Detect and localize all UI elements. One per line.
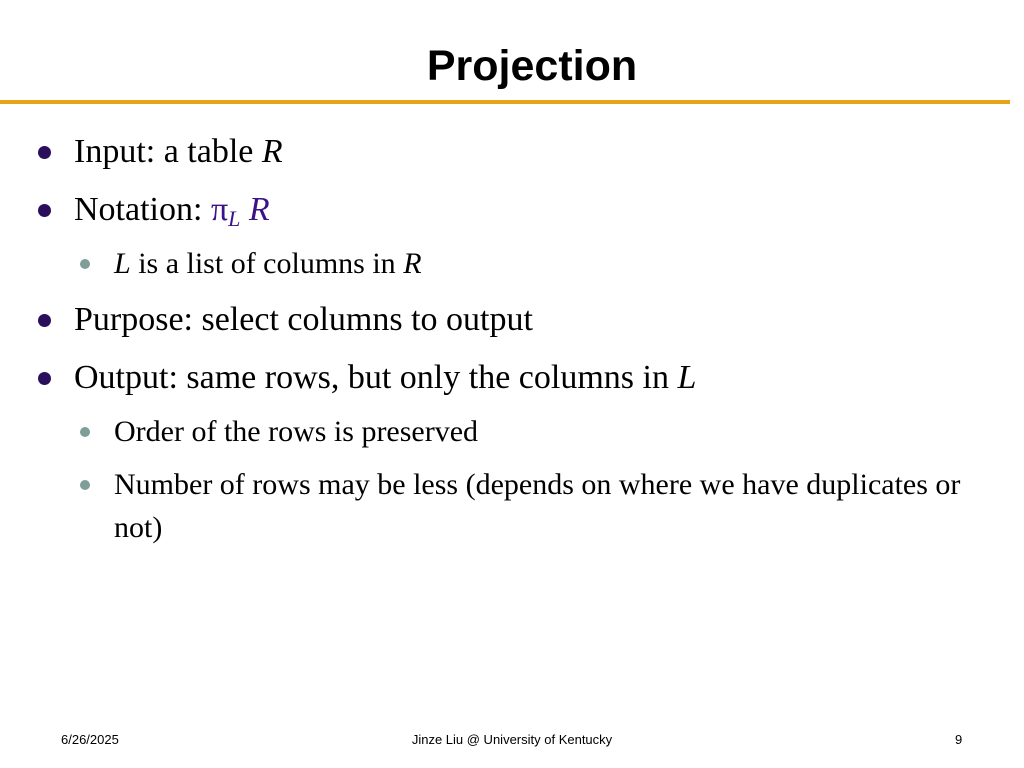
footer-author: Jinze Liu @ University of Kentucky (411, 732, 613, 747)
sub-bullet-list-text: is a list of columns in (130, 247, 404, 280)
bullet-purpose-text: Purpose: select columns to output (74, 301, 533, 338)
notation-var: R (240, 191, 270, 228)
sub-bullet-dot (80, 259, 90, 269)
bullet-output-var: L (677, 359, 697, 396)
sub-bullet-number-text: Number of rows may be less (depends on where we have duplicates or not) (114, 468, 961, 544)
notation-symbol: π (210, 191, 229, 228)
bullet-purpose (74, 300, 533, 340)
sub-bullet-list-var: L (114, 247, 131, 280)
bullet-output (74, 358, 696, 398)
bullet-input-text: Input: a table (74, 133, 262, 170)
notation-subscript: L (228, 206, 241, 231)
sub-bullet-list-var2: R (403, 247, 422, 280)
bullet-input-var: R (261, 133, 283, 170)
bullet-dot (38, 204, 51, 217)
slide-title: Projection (426, 42, 638, 90)
bullet-notation (74, 190, 270, 239)
footer-page-number: 9 (955, 732, 963, 747)
bullet-dot (38, 372, 51, 385)
sub-bullet-dot (80, 480, 90, 490)
bullet-dot (38, 314, 51, 327)
sub-bullet-number (114, 463, 994, 549)
bullet-output-text: Output: same rows, but only the columns in (74, 359, 678, 396)
bullet-input (74, 132, 283, 172)
sub-bullet-order (114, 410, 994, 453)
footer-date: 6/26/2025 (61, 732, 119, 747)
sub-bullet-list (114, 242, 994, 285)
bullet-dot (38, 146, 51, 159)
title-divider (0, 100, 1010, 104)
sub-bullet-dot (80, 427, 90, 437)
bullet-notation-text: Notation: (74, 191, 211, 228)
sub-bullet-order-text: Order of the rows is preserved (114, 415, 479, 448)
